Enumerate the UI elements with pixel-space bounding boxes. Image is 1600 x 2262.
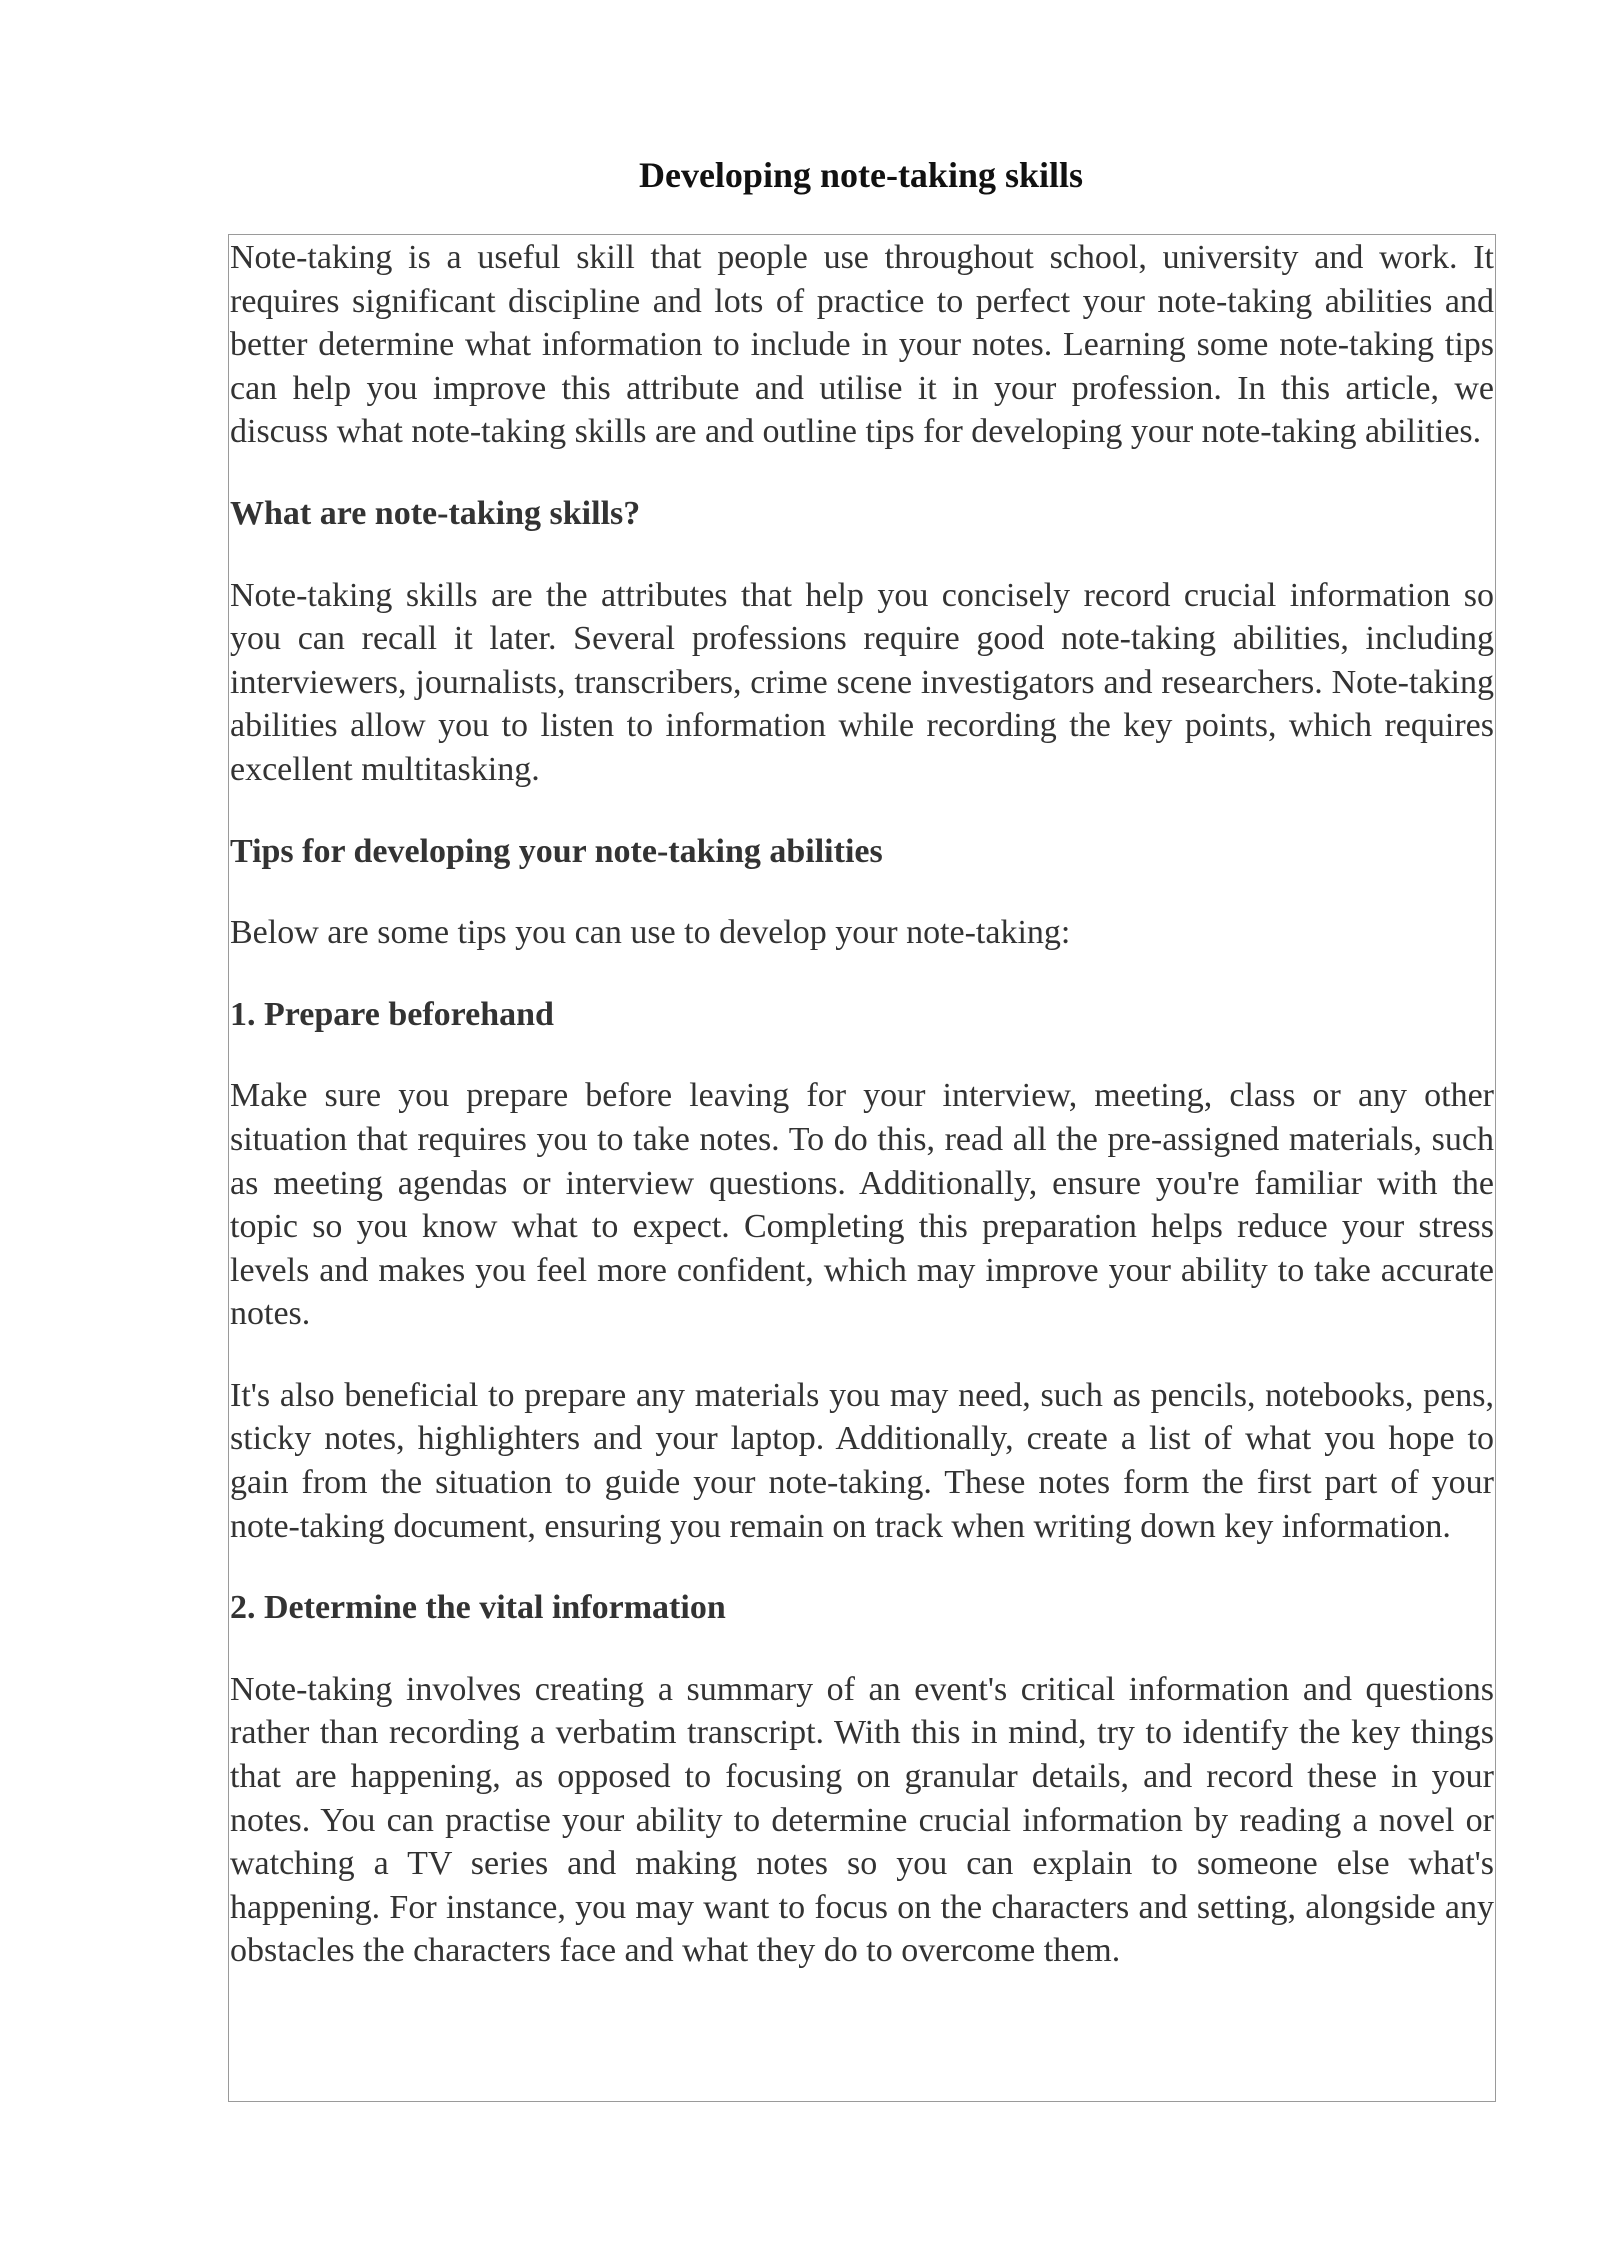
spacer	[230, 1336, 1494, 1374]
section-heading-what: What are note-taking skills?	[230, 494, 641, 532]
tip1-paragraph-1: Make sure you prepare before leaving for your interview, meeting, class or any other situation that requires you to take notes. To do this, read all the pre-assigned materials, such as meeting agendas or interview questions. Additionally, ensure you're familiar with the topic so you know what to expect. Completing this preparation helps reduce your stress levels and makes you feel more confident, which may improve your ability to take accurate notes.	[230, 1077, 1494, 1333]
spacer	[230, 1548, 1494, 1586]
what-paragraph: Note-taking skills are the attributes that help you concisely record crucial information so you can recall it later. Several professions require good note-taking abilities, including interviewers, journalists, transcribers, crime scene investigators and researchers. Note-taking abilities allow you to listen to information while recording the key points, which requires excellent multitasking.	[230, 576, 1494, 788]
intro-paragraph: Note-taking is a useful skill that people use throughout school, university and work. It requires significant discipline and lots of practice to perfect your note-taking abilities and better determine what information to include in your notes. Learning some note-taking tips can help you improve this attribute and utilise it in your profession. In this article, we discuss what note-taking skills are and outline tips for developing your note-taking abilities.	[230, 239, 1494, 451]
tip2-heading: 2. Determine the vital information	[230, 1589, 726, 1627]
tip1-paragraph-2: It's also beneficial to prepare any materials you may need, such as pencils, notebooks, pens, sticky notes, highlighters and your laptop. Additionally, create a list of what you hope to gain from the situation to guide your note-taking. These notes form the first part of your note-taking document, ensuring you remain on track when writing down key information.	[230, 1376, 1494, 1545]
spacer	[230, 454, 1494, 492]
tips-intro-paragraph: Below are some tips you can use to develop your note-taking:	[230, 914, 1071, 952]
spacer	[230, 1630, 1494, 1668]
spacer	[230, 1036, 1494, 1074]
spacer	[230, 536, 1494, 574]
section-heading-tips: Tips for developing your note-taking abilities	[230, 832, 883, 870]
document-title: Developing note-taking skills	[638, 155, 1084, 195]
tip1-heading: 1. Prepare beforehand	[230, 995, 554, 1033]
spacer	[230, 792, 1494, 830]
article-body	[228, 234, 1496, 2102]
spacer	[230, 873, 1494, 911]
spacer	[230, 955, 1494, 993]
tip2-paragraph: Note-taking involves creating a summary of an event's critical information and questions rather than recording a verbatim transcript. With this in mind, try to identify the key things that are happening, as opposed to focusing on granular details, and record these in your notes. You can practise your ability to determine crucial information by reading a novel or watching a TV series and making notes so you can explain to someone else what's happening. For instance, you may want to focus on the characters and setting, alongside any obstacles the characters face and what they do to overcome them.	[230, 1670, 1494, 1970]
